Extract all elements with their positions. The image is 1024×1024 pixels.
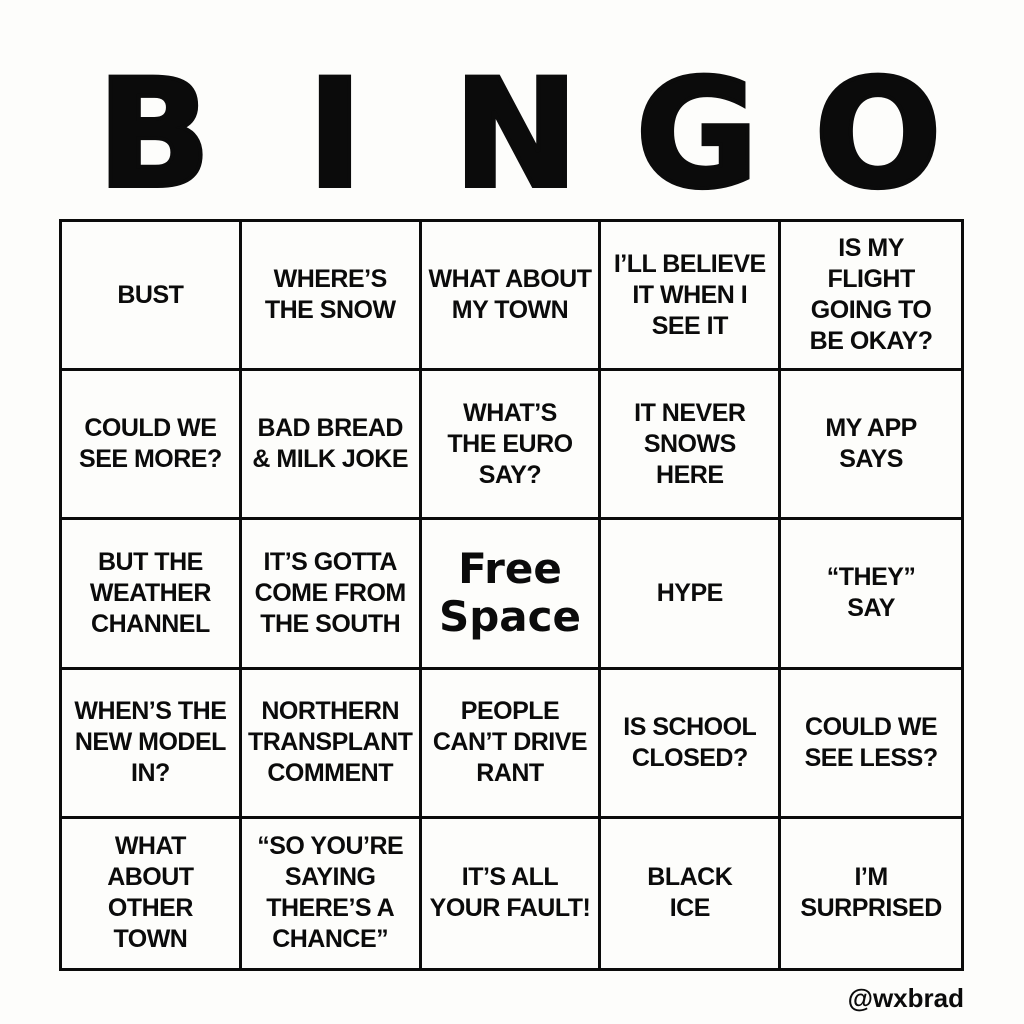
bingo-cell[interactable]: WHEN’S THE NEW MODEL IN? <box>62 670 242 819</box>
bingo-cell[interactable]: I’M SURPRISED <box>800 863 942 923</box>
title-letter-o: O <box>814 48 942 222</box>
bingo-cell[interactable]: COULD WE SEE LESS? <box>781 670 961 819</box>
bingo-cell[interactable]: IS MY FLIGHT GOING TO BE OKAY? <box>781 222 961 371</box>
bingo-cell[interactable]: BUT THE WEATHER CHANNEL <box>62 520 242 669</box>
bingo-cell[interactable]: IT NEVER SNOWS HERE <box>601 371 781 520</box>
bingo-cell[interactable]: BLACK ICE <box>601 819 781 968</box>
title-letter-g: G <box>635 48 759 222</box>
bingo-cell[interactable]: WHAT’S THE EURO SAY? <box>422 371 602 520</box>
bingo-cell[interactable]: “THEY” SAY <box>781 520 961 669</box>
title-letter-b: B <box>96 48 212 222</box>
bingo-cell[interactable]: BUST <box>62 222 242 371</box>
bingo-cell[interactable]: WHERE’S THE SNOW <box>242 222 422 371</box>
bingo-title <box>0 48 1024 222</box>
bingo-cell[interactable]: “SO YOU’RE SAYING THERE’S A CHANCE” <box>242 819 422 968</box>
title-letter-n: N <box>453 48 579 222</box>
bingo-cell[interactable]: NORTHERN TRANSPLANT COMMENT <box>242 670 422 819</box>
bingo-cell[interactable]: BAD BREAD & MILK JOKE <box>242 371 422 520</box>
bingo-cell[interactable]: IT’S GOTTA COME FROM THE SOUTH <box>242 520 422 669</box>
free-space-cell[interactable]: Free Space <box>422 520 602 669</box>
title-letter-i: I <box>307 48 363 222</box>
bingo-cell[interactable]: HYPE <box>601 520 781 669</box>
bingo-cell[interactable]: IS SCHOOL CLOSED? <box>601 670 781 819</box>
bingo-cell[interactable]: WHAT ABOUT OTHER TOWN <box>62 819 242 968</box>
bingo-cell[interactable]: WHAT ABOUT MY TOWN <box>422 222 602 371</box>
bingo-cell[interactable]: PEOPLE CAN’T DRIVE RANT <box>422 670 602 819</box>
bingo-cell[interactable]: IT’S ALL YOUR FAULT! <box>422 819 602 968</box>
bingo-card <box>59 219 964 971</box>
bingo-cell[interactable]: COULD WE SEE MORE? <box>62 371 242 520</box>
author-handle: @wxbrad <box>847 983 964 1013</box>
bingo-cell[interactable]: I’LL BELIEVE IT WHEN I SEE IT <box>601 222 781 371</box>
bingo-cell[interactable]: MY APP SAYS <box>781 371 961 520</box>
